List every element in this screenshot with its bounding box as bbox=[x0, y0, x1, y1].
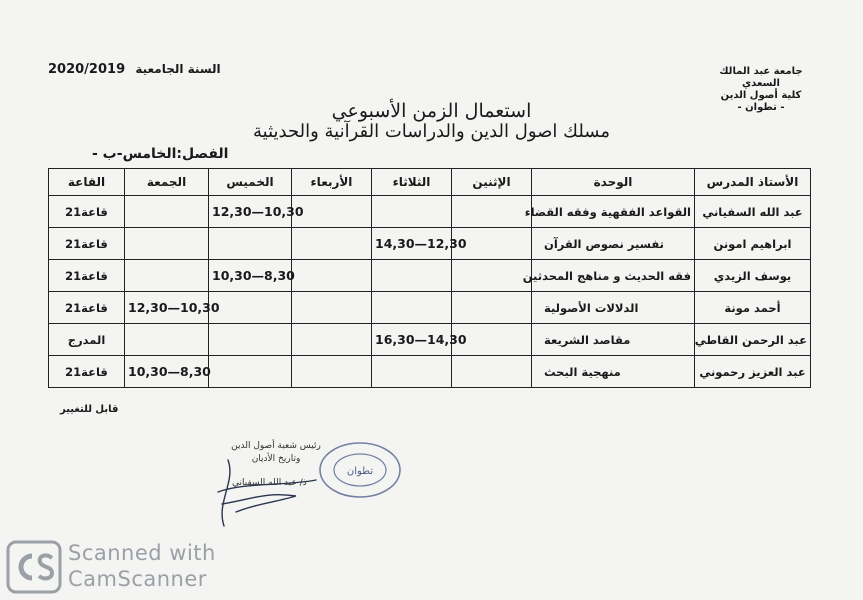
thursday-cell bbox=[209, 228, 292, 260]
monday-cell bbox=[452, 292, 532, 324]
tuesday-cell bbox=[372, 196, 452, 228]
thursday-cell bbox=[209, 292, 292, 324]
university-name: جامعة عبد المالك السعدي bbox=[719, 66, 803, 89]
official-seal-icon bbox=[312, 440, 404, 500]
header-thursday: الخميس bbox=[209, 169, 292, 196]
wednesday-cell bbox=[292, 228, 372, 260]
cs-logo-icon bbox=[6, 540, 62, 594]
teacher-cell: عبد الله السفياني bbox=[695, 196, 811, 228]
signatory-name: ذ/ عبد الله السفياني bbox=[232, 478, 307, 488]
header-room: القاعة bbox=[49, 169, 125, 196]
tuesday-cell: 14,30—12,30 bbox=[372, 228, 452, 260]
table-row bbox=[49, 324, 811, 356]
page-title: استعمال الزمن الأسبوعي bbox=[331, 100, 532, 122]
watermark-line2: CamScanner bbox=[68, 567, 207, 591]
header-monday: الإثنين bbox=[452, 169, 532, 196]
teacher-cell: ابراهيم امونن bbox=[695, 228, 811, 260]
seal-center-text: تطوان bbox=[346, 466, 374, 477]
table-row bbox=[49, 260, 811, 292]
academic-year-label: السنة الجامعية bbox=[135, 62, 221, 76]
teacher-cell: أحمد مونة bbox=[695, 292, 811, 324]
tuesday-cell bbox=[372, 356, 452, 388]
academic-year bbox=[48, 62, 221, 77]
schedule-table bbox=[48, 168, 811, 388]
academic-year-value: 2020/2019 bbox=[48, 62, 126, 77]
wednesday-cell bbox=[292, 292, 372, 324]
subject-to-change-note: قابل للتغيير bbox=[60, 404, 119, 415]
table-row bbox=[49, 228, 811, 260]
semester-label: الفصل:الخامس-ب - bbox=[92, 146, 229, 162]
unit-cell: فقه الحديث و مناهج المحدثين bbox=[532, 260, 695, 292]
thursday-cell bbox=[209, 324, 292, 356]
room-cell: قاعة21 bbox=[49, 356, 125, 388]
faculty-name: كلية أصول الدين bbox=[720, 90, 802, 101]
monday-cell bbox=[452, 356, 532, 388]
signatory-title-line1: رئيس شعبة أصول الدين bbox=[231, 441, 321, 451]
friday-cell bbox=[125, 196, 209, 228]
unit-cell: منهجية البحث bbox=[532, 356, 695, 388]
friday-cell: 10,30—8,30 bbox=[125, 356, 209, 388]
monday-cell bbox=[452, 196, 532, 228]
unit-cell: مقاصد الشريعة bbox=[532, 324, 695, 356]
table-header-row bbox=[49, 169, 811, 196]
header-wednesday: الأربعاء bbox=[292, 169, 372, 196]
city-name: - تطوان - bbox=[737, 102, 785, 113]
room-cell: قاعة21 bbox=[49, 260, 125, 292]
friday-cell bbox=[125, 324, 209, 356]
wednesday-cell bbox=[292, 324, 372, 356]
table-row bbox=[49, 292, 811, 324]
teacher-cell: عبد الرحمن القاطي bbox=[695, 324, 811, 356]
room-cell: قاعة21 bbox=[49, 196, 125, 228]
room-cell: قاعة21 bbox=[49, 292, 125, 324]
camscanner-watermark bbox=[68, 540, 216, 592]
room-cell: قاعة21 bbox=[49, 228, 125, 260]
table-row bbox=[49, 356, 811, 388]
room-cell: المدرج bbox=[49, 324, 125, 356]
friday-cell bbox=[125, 228, 209, 260]
thursday-cell bbox=[209, 356, 292, 388]
header-friday: الجمعة bbox=[125, 169, 209, 196]
tuesday-cell: 16,30—14,30 bbox=[372, 324, 452, 356]
unit-cell: القواعد الفقهية وفقه القضاء bbox=[532, 196, 695, 228]
tuesday-cell bbox=[372, 292, 452, 324]
thursday-cell: 10,30—8,30 bbox=[209, 260, 292, 292]
friday-cell bbox=[125, 260, 209, 292]
thursday-cell: 12,30—10,30 bbox=[209, 196, 292, 228]
header-tuesday: الثلاثاء bbox=[372, 169, 452, 196]
page-subtitle: مسلك اصول الدين والدراسات القرآنية والحديثية bbox=[253, 121, 610, 142]
teacher-cell: عبد العزيز رحموني bbox=[695, 356, 811, 388]
watermark-line1: Scanned with bbox=[68, 541, 216, 565]
table-row bbox=[49, 196, 811, 228]
handwritten-signature-icon bbox=[196, 452, 326, 532]
unit-cell: تفسير نصوص القرآن bbox=[532, 228, 695, 260]
wednesday-cell bbox=[292, 356, 372, 388]
tuesday-cell bbox=[372, 260, 452, 292]
unit-cell: الدلالات الأصولية bbox=[532, 292, 695, 324]
signatory-title-line2: وتاريخ الأديان bbox=[251, 454, 301, 464]
teacher-cell: يوسف الزيدي bbox=[695, 260, 811, 292]
header-teacher: الأستاذ المدرس bbox=[695, 169, 811, 196]
wednesday-cell bbox=[292, 260, 372, 292]
monday-cell bbox=[452, 260, 532, 292]
header-unit: الوحدة bbox=[532, 169, 695, 196]
friday-cell: 12,30—10,30 bbox=[125, 292, 209, 324]
